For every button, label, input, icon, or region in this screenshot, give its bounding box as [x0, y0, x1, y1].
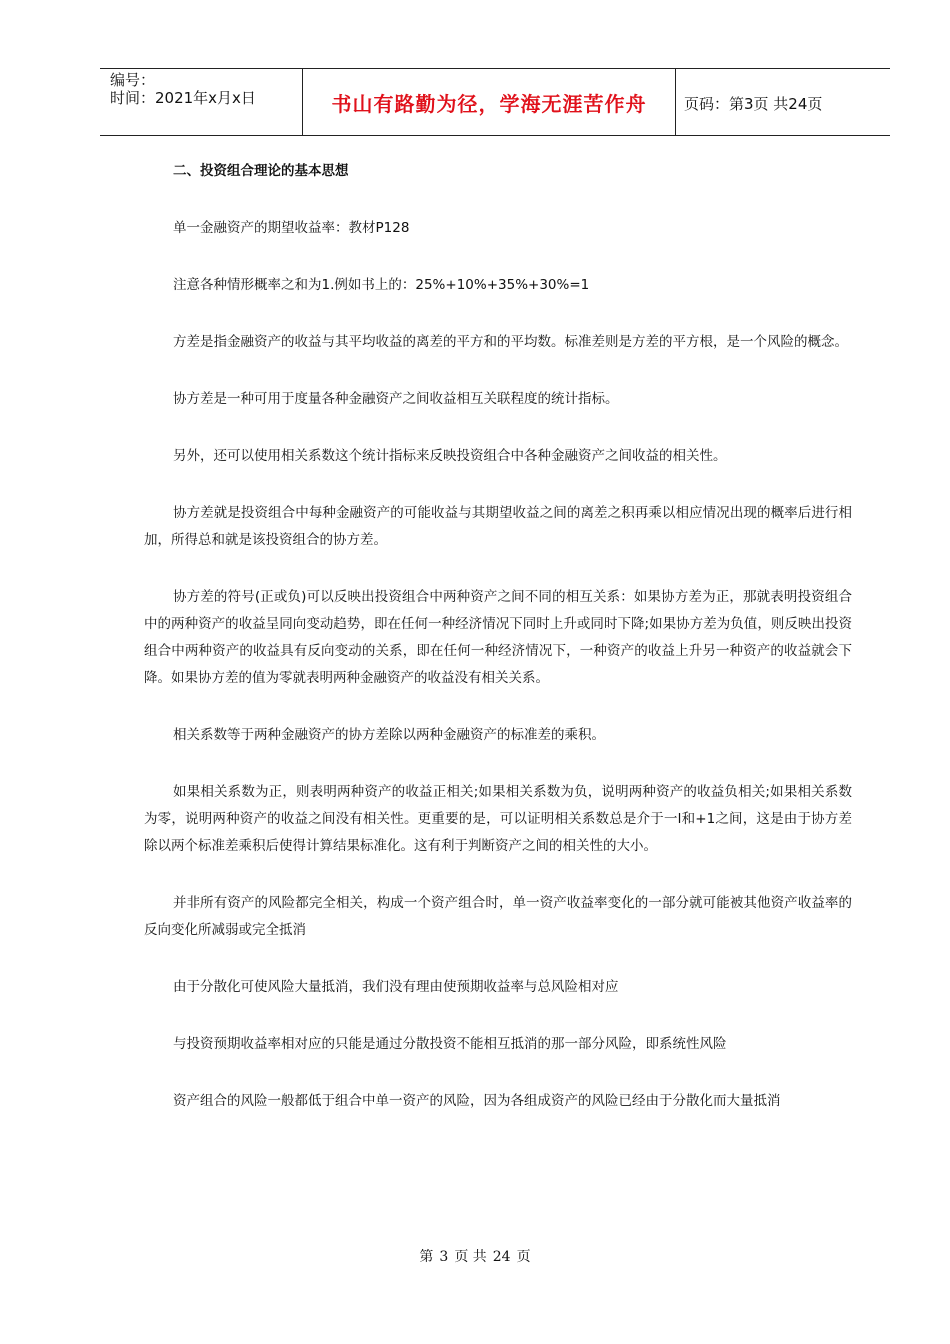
time-label: 时间：2021年x月x日 — [110, 89, 256, 107]
paragraph: 单一金融资产的期望收益率：教材P128 — [173, 220, 410, 236]
footer-middle: 页 共 — [454, 1249, 487, 1265]
paragraph: 另外，还可以使用相关系数这个统计指标来反映投资组合中各种金融资产之间收益的相关性。 — [173, 448, 727, 464]
page-footer — [0, 1246, 950, 1266]
paragraph: 注意各种情形概率之和为1.例如书上的：25%+10%+35%+30%=1 — [173, 277, 590, 293]
document-body — [144, 158, 852, 1145]
header-motto-cell — [302, 69, 676, 135]
paragraph: 协方差是一种可用于度量各种金融资产之间收益相互关联程度的统计指标。 — [173, 391, 619, 407]
paragraph: 如果相关系数为正，则表明两种资产的收益正相关;如果相关系数为负，说明两种资产的收益负相关;如果相关系数为零，说明两种资产的收益之间没有相关性。更重要的是，可以证明相关系数总是介于一l和+1之间，这是由于协方差除以两个标准差乘积后使得计算结果标准化。这有利于判断资产之间的相关性的大小。 — [144, 784, 852, 854]
page-code: 页码：第3页 共24页 — [684, 95, 823, 113]
paragraph: 协方差的符号(正或负)可以反映出投资组合中两种资产之间不同的相互关系：如果协方差为正，那就表明投资组合中的两种资产的收益呈同向变动趋势，即在任何一种经济情况下同时上升或同时下降;如果协方差为负值，则反映出投资组合中两种资产的收益具有反向变动的关系，即在任何一种经济情况下，一种资产的收益上升另一种资产的收益就会下降。如果协方差的值为零就表明两种金融资产的收益没有相关关系。 — [144, 589, 852, 686]
paragraph: 由于分散化可使风险大量抵消，我们没有理由使预期收益率与总风险相对应 — [173, 979, 619, 995]
header-page-cell — [676, 69, 890, 135]
footer-prefix: 第 — [419, 1249, 434, 1265]
paragraph: 相关系数等于两种金融资产的协方差除以两种金融资产的标准差的乘积。 — [173, 727, 605, 743]
section-heading: 二、投资组合理论的基本思想 — [173, 163, 349, 179]
paragraph: 与投资预期收益率相对应的只能是通过分散投资不能相互抵消的那一部分风险，即系统性风险 — [173, 1036, 727, 1052]
paragraph: 资产组合的风险一般都低于组合中单一资产的风险，因为各组成资产的风险已经由于分散化而大量抵消 — [173, 1093, 781, 1109]
footer-total-pages: 24 — [492, 1249, 511, 1265]
paragraph: 协方差就是投资组合中每种金融资产的可能收益与其期望收益之间的离差之积再乘以相应情况出现的概率后进行相加，所得总和就是该投资组合的协方差。 — [144, 505, 852, 548]
footer-suffix: 页 — [516, 1249, 531, 1265]
number-label: 编号： — [110, 71, 156, 89]
header-info-cell — [100, 69, 302, 135]
footer-current-page: 3 — [439, 1249, 449, 1265]
paragraph: 并非所有资产的风险都完全相关，构成一个资产组合时，单一资产收益率变化的一部分就可能被其他资产收益率的反向变化所减弱或完全抵消 — [144, 895, 852, 938]
document-header — [100, 68, 890, 136]
motto-text: 书山有路勤为径，学海无涯苦作舟 — [331, 92, 647, 116]
paragraph: 方差是指金融资产的收益与其平均收益的离差的平方和的平均数。标准差则是方差的平方根，是一个风险的概念。 — [173, 334, 848, 350]
